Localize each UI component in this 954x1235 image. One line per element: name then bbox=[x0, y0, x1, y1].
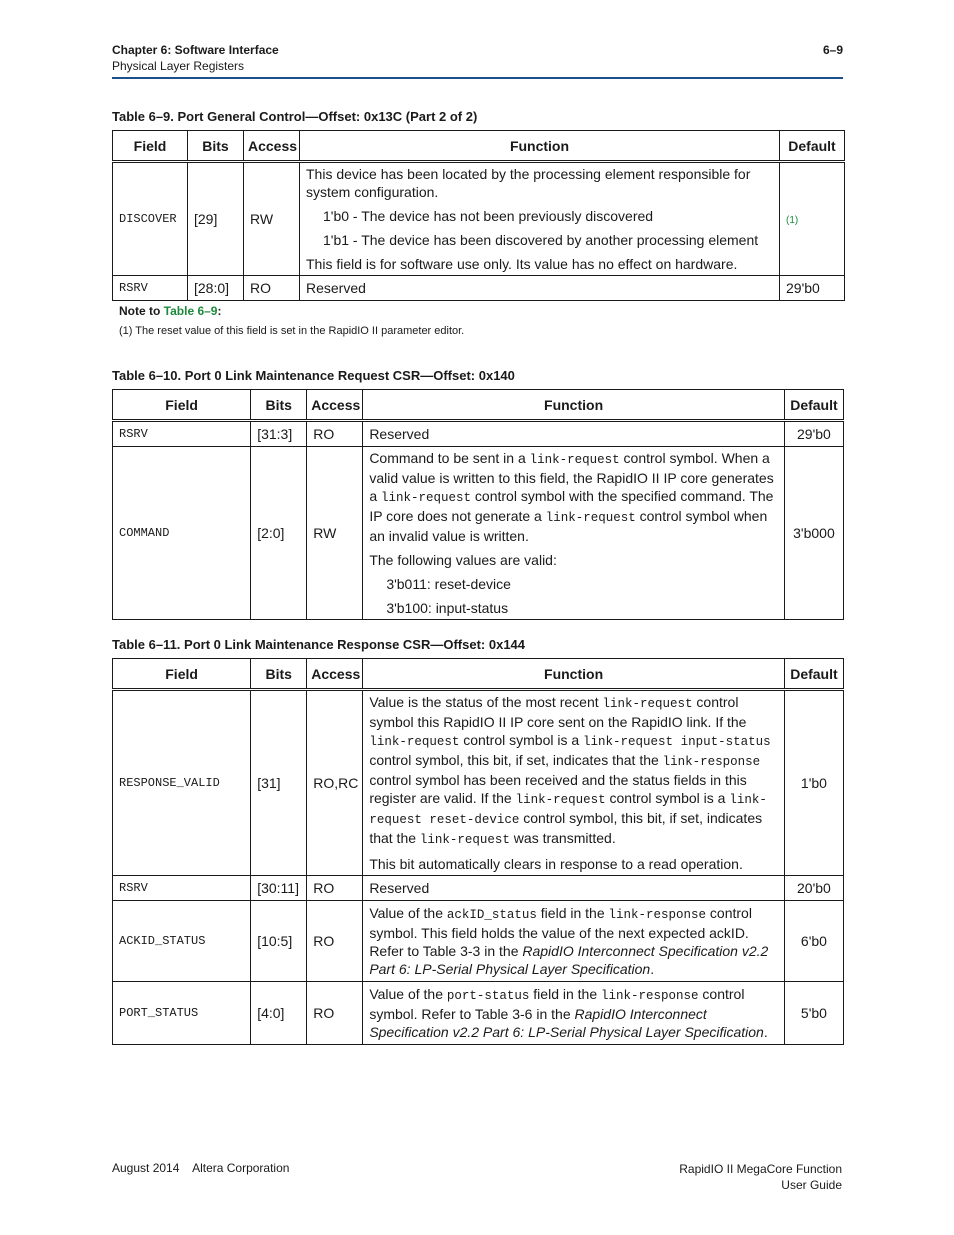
table-row bbox=[113, 901, 844, 982]
note-suffix: : bbox=[217, 304, 222, 318]
code-run: link-request bbox=[602, 697, 693, 711]
code-run: link-request bbox=[369, 735, 460, 749]
table-header-row bbox=[113, 131, 845, 162]
field-function: Reserved bbox=[363, 876, 785, 901]
function-value: 1'b1 - The device has been discovered by another processing element bbox=[323, 232, 759, 248]
field-bits: [30:11] bbox=[251, 876, 307, 901]
field-bits: [28:0] bbox=[188, 276, 244, 301]
table-row bbox=[113, 447, 844, 620]
column-header-bits: Bits bbox=[188, 131, 244, 162]
header-rule bbox=[112, 77, 843, 79]
text-run: field in the bbox=[536, 905, 609, 921]
field-bits: [31] bbox=[251, 690, 307, 876]
function-value: 1'b0 - The device has not been previously discovered bbox=[323, 208, 654, 224]
field-default: 3'b000 bbox=[784, 447, 843, 620]
function-text: This field is for software use only. Its value has no effect on hardware. bbox=[306, 256, 738, 272]
table-port-general-control bbox=[112, 130, 845, 301]
text-run: control symbol this RapidIO II IP core sent on the RapidIO link. If the bbox=[369, 694, 747, 730]
table-note-title bbox=[119, 304, 221, 318]
page-number: 6–9 bbox=[822, 43, 843, 57]
footer-date-company: August 2014 Altera Corporation bbox=[112, 1161, 290, 1175]
field-access: RO bbox=[307, 421, 363, 447]
code-run: link-request bbox=[545, 511, 636, 525]
code-run: link-request bbox=[381, 491, 472, 505]
text-run: control symbol is a bbox=[459, 732, 584, 748]
column-header-function: Function bbox=[300, 131, 780, 162]
function-value: 3'b011: reset-device bbox=[386, 576, 511, 592]
field-name: COMMAND bbox=[113, 447, 251, 620]
field-default: 6'b0 bbox=[784, 901, 843, 982]
field-default: 29'b0 bbox=[784, 421, 843, 447]
text-run: Value of the bbox=[369, 986, 447, 1002]
table-row bbox=[113, 876, 844, 901]
function-text bbox=[369, 449, 778, 545]
column-header-default: Default bbox=[780, 131, 845, 162]
text-run: field in the bbox=[529, 986, 602, 1002]
text-run: . bbox=[763, 1024, 768, 1040]
footnote-link[interactable]: (1) bbox=[786, 214, 799, 226]
code-run: link-request reset-device bbox=[369, 793, 767, 827]
column-header-bits: Bits bbox=[251, 659, 307, 690]
code-run: link-response bbox=[662, 755, 761, 769]
function-text: This device has been located by the processing element responsible for system configuration. bbox=[306, 166, 751, 200]
code-run: link-request bbox=[419, 833, 510, 847]
table-link-maintenance-response bbox=[112, 658, 844, 1045]
text-run: Value is the status of the most recent bbox=[369, 694, 603, 710]
chapter-title: Chapter 6: Software Interface bbox=[112, 43, 279, 57]
column-header-field: Field bbox=[113, 659, 251, 690]
field-default: 1'b0 bbox=[784, 690, 843, 876]
text-run: control symbol, this bit, if set, indicates that the bbox=[369, 752, 663, 768]
table-note: (1) The reset value of this field is set in the RapidIO II parameter editor. bbox=[119, 325, 465, 337]
text-run: control symbol. When a valid value is written to this field, the RapidIO II IP core generates a bbox=[369, 450, 774, 504]
column-header-access: Access bbox=[244, 131, 300, 162]
product-name: RapidIO II MegaCore Function bbox=[679, 1162, 842, 1176]
code-run: link-request bbox=[515, 793, 606, 807]
table-header-row bbox=[113, 659, 844, 690]
function-text: The following values are valid: bbox=[369, 552, 557, 568]
field-function bbox=[363, 901, 785, 982]
function-text: This bit automatically clears in response to a read operation. bbox=[369, 856, 743, 872]
table-row bbox=[113, 276, 845, 301]
spec-title: RapidIO Interconnect Specification v2.2 Part 6: LP-Serial Physical Layer Specification bbox=[369, 943, 769, 977]
text-run: Value of the bbox=[369, 905, 447, 921]
text-run: control symbol when an invalid value is written. bbox=[369, 508, 768, 544]
field-function: Reserved bbox=[300, 276, 780, 301]
code-run: link-request input-status bbox=[583, 735, 771, 749]
function-text bbox=[369, 693, 778, 849]
field-bits: [10:5] bbox=[251, 901, 307, 982]
table-row bbox=[113, 982, 844, 1045]
field-function bbox=[363, 690, 785, 876]
table-caption-6-9: Table 6–9. Port General Control—Offset: 0x13C (Part 2 of 2) bbox=[112, 109, 478, 124]
document-type: User Guide bbox=[781, 1178, 842, 1192]
text-run: control symbol, this bit, if set, indicates that the bbox=[369, 810, 763, 846]
field-bits: [29] bbox=[188, 162, 244, 276]
table-link[interactable]: Table 6–9 bbox=[163, 304, 218, 318]
column-header-access: Access bbox=[307, 390, 363, 421]
table-row bbox=[113, 162, 845, 276]
text-run: control symbol. Refer to Table 3-6 in the bbox=[369, 986, 745, 1022]
field-default: 5'b0 bbox=[784, 982, 843, 1045]
column-header-default: Default bbox=[784, 390, 843, 421]
column-header-default: Default bbox=[784, 659, 843, 690]
section-title: Physical Layer Registers bbox=[112, 59, 245, 73]
field-default: 20'b0 bbox=[784, 876, 843, 901]
field-function bbox=[363, 982, 785, 1045]
field-name: RSRV bbox=[113, 276, 188, 301]
field-access: RO bbox=[244, 276, 300, 301]
field-name: RSRV bbox=[113, 876, 251, 901]
table-caption-6-10: Table 6–10. Port 0 Link Maintenance Request CSR—Offset: 0x140 bbox=[112, 368, 515, 383]
field-access: RO bbox=[307, 876, 363, 901]
footer-product bbox=[679, 1161, 842, 1193]
field-function: Reserved bbox=[363, 421, 785, 447]
table-header-row bbox=[113, 390, 844, 421]
field-default bbox=[780, 162, 845, 276]
code-run: link-response bbox=[601, 989, 699, 1003]
field-bits: [31:3] bbox=[251, 421, 307, 447]
spec-title: RapidIO Interconnect Specification v2.2 Part 6: LP-Serial Physical Layer Specification bbox=[369, 1006, 764, 1040]
field-bits: [2:0] bbox=[251, 447, 307, 620]
note-prefix: Note to bbox=[119, 304, 164, 318]
column-header-field: Field bbox=[113, 390, 251, 421]
field-access: RO bbox=[307, 982, 363, 1045]
code-run: link-request bbox=[529, 453, 620, 467]
field-access: RW bbox=[307, 447, 363, 620]
field-name: RESPONSE_VALID bbox=[113, 690, 251, 876]
field-bits: [4:0] bbox=[251, 982, 307, 1045]
code-run: link-response bbox=[608, 908, 707, 922]
column-header-access: Access bbox=[307, 659, 363, 690]
field-access: RO bbox=[307, 901, 363, 982]
table-link-maintenance-request bbox=[112, 389, 844, 620]
column-header-field: Field bbox=[113, 131, 188, 162]
text-run: was transmitted. bbox=[509, 830, 616, 846]
field-name: PORT_STATUS bbox=[113, 982, 251, 1045]
field-access: RW bbox=[244, 162, 300, 276]
text-run: . bbox=[650, 961, 655, 977]
field-name: DISCOVER bbox=[113, 162, 188, 276]
text-run: control symbol is a bbox=[605, 790, 730, 806]
field-access: RO,RC bbox=[307, 690, 363, 876]
table-row bbox=[113, 421, 844, 447]
column-header-function: Function bbox=[363, 390, 785, 421]
code-run: ackID_status bbox=[446, 908, 537, 922]
table-caption-6-11: Table 6–11. Port 0 Link Maintenance Response CSR—Offset: 0x144 bbox=[112, 637, 526, 652]
field-name: ACKID_STATUS bbox=[113, 901, 251, 982]
function-value: 3'b100: input-status bbox=[386, 600, 509, 616]
code-run: port-status bbox=[446, 989, 530, 1003]
text-run: control symbol. This field holds the value of the next expected ackID. Refer to Table 3-3 in the bbox=[369, 905, 752, 959]
text-run: control symbol has been received and the status fields in this register are valid. If the bbox=[369, 772, 747, 806]
column-header-function: Function bbox=[363, 659, 785, 690]
field-function bbox=[363, 447, 785, 620]
table-row bbox=[113, 690, 844, 876]
field-function bbox=[300, 162, 780, 276]
text-run: Command to be sent in a bbox=[369, 450, 530, 466]
column-header-bits: Bits bbox=[251, 390, 307, 421]
field-default: 29'b0 bbox=[780, 276, 845, 301]
text-run: control symbol with the specified command. The IP core does not generate a bbox=[369, 488, 774, 524]
field-name: RSRV bbox=[113, 421, 251, 447]
page-header bbox=[112, 43, 843, 73]
